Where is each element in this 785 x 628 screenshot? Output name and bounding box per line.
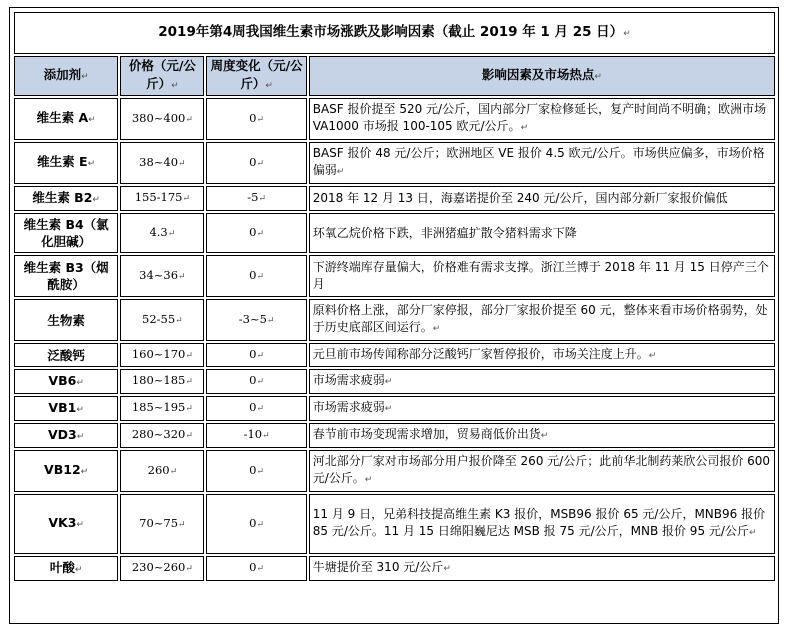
table-row: [14, 450, 775, 492]
additive-name: VB12↵: [14, 450, 118, 492]
price-value: 260↵: [120, 450, 204, 492]
change-value: -5↵: [206, 186, 306, 211]
additive-name: 维生素 A↵: [14, 98, 118, 140]
price-value: 160~170↵: [120, 343, 204, 367]
header-change: 周度变化（元/公斤）↵: [206, 56, 306, 96]
additive-name: VB1↵: [14, 396, 118, 421]
price-value: 280~320↵: [120, 423, 204, 448]
factor-text: BASF 报价 48 元/公斤；欧洲地区 VE 报价 4.5 欧元/公斤。市场供应偏多，市场价格偏弱↵: [309, 142, 775, 184]
table-row: [14, 369, 775, 394]
additive-name: VB6↵: [14, 369, 118, 394]
additive-name: 生物素: [14, 299, 118, 341]
factor-text: 牛塘提价至 310 元/公斤↵: [309, 556, 775, 581]
additive-name: 维生素 B3（烟酰胺）: [14, 255, 118, 297]
change-value: 0↵: [206, 556, 306, 581]
additive-name: 维生素 E↵: [14, 142, 118, 184]
change-value: 0↵: [206, 396, 306, 421]
factor-text: 原料价格上涨，部分厂家停报，部分厂家报价提至 60 元，整体来看市场价格弱势，处于历史底部区间运行。↵: [309, 299, 775, 341]
change-value: 0↵: [206, 255, 306, 297]
additive-name: 泛酸钙: [14, 343, 118, 367]
table-row: [14, 98, 775, 140]
price-value: 380~400↵: [120, 98, 204, 140]
change-value: 0↵: [206, 343, 306, 367]
additive-name: 叶酸↵: [14, 556, 118, 581]
change-value: 0↵: [206, 142, 306, 184]
change-value: 0↵: [206, 213, 306, 253]
header-additive: 添加剂↵: [14, 56, 118, 96]
additive-name: VK3↵: [14, 494, 118, 554]
factor-text: 环氧乙烷价格下跌，非洲猪瘟扩散令猪料需求下降: [309, 213, 775, 253]
factor-text: BASF 报价提至 520 元/公斤，国内部分厂家检修延长，复产时间尚不明确；欧洲市场 VA1000 市场报 100-105 欧元/公斤。↵: [309, 98, 775, 140]
table-row: [14, 343, 775, 367]
table-row: [14, 186, 775, 211]
additive-name: VD3↵: [14, 423, 118, 448]
factor-text: 河北部分厂家对市场部分用户报价降至 260 元/公斤；此前华北制药莱欣公司报价 600 元/公斤。↵: [309, 450, 775, 492]
table-row: [14, 213, 775, 253]
table-row: [14, 142, 775, 184]
additive-name: 维生素 B4（氯化胆碱）: [14, 213, 118, 253]
factor-text: 2018 年 12 月 13 日，海嘉诺提价至 240 元/公斤，国内部分新厂家报价偏低: [309, 186, 775, 211]
table-row: [14, 396, 775, 421]
price-value: 34~36↵: [120, 255, 204, 297]
header-row: [14, 56, 775, 96]
factor-text: 元旦前市场传闻称部分泛酸钙厂家暂停报价，市场关注度上升。↵: [309, 343, 775, 367]
price-value: 52-55↵: [120, 299, 204, 341]
header-factors: 影响因素及市场热点↵: [309, 56, 775, 96]
table-row: [14, 494, 775, 554]
table-row: [14, 423, 775, 448]
additive-name: 维生素 B2↵: [14, 186, 118, 211]
price-value: 70~75↵: [120, 494, 204, 554]
factor-text: 春节前市场变现需求增加，贸易商低价出货↵: [309, 423, 775, 448]
price-value: 155-175↵: [120, 186, 204, 211]
table-title: 2019年第4周我国维生素市场涨跌及影响因素（截止 2019 年 1 月 25 日）↵: [14, 12, 775, 54]
factor-text: 市场需求疲弱↵: [309, 396, 775, 421]
change-value: 0↵: [206, 98, 306, 140]
change-value: 0↵: [206, 369, 306, 394]
factor-text: 11 月 9 日，兄弟科技提高维生素 K3 报价，MSB96 报价 65 元/公斤，MNB96 报价 85 元/公斤。11 月 15 日绵阳巍尼达 MSB 报 75 元/公斤，MNB 报价 95 元/公斤↵: [309, 494, 775, 554]
change-value: 0↵: [206, 450, 306, 492]
vitamin-market-table: [12, 10, 777, 583]
factor-text: 下游终端库存量偏大，价格难有需求支撑。浙江兰博于 2018 年 11 月 15 日停产三个月: [309, 255, 775, 297]
change-value: 0↵: [206, 494, 306, 554]
price-value: 185~195↵: [120, 396, 204, 421]
factor-text: 市场需求疲弱↵: [309, 369, 775, 394]
table-row: [14, 299, 775, 341]
table-row: [14, 556, 775, 581]
price-value: 180~185↵: [120, 369, 204, 394]
table-row: [14, 255, 775, 297]
change-value: -10↵: [206, 423, 306, 448]
header-price: 价格（元/公斤）↵: [120, 56, 204, 96]
change-value: -3~5↵: [206, 299, 306, 341]
price-value: 230~260↵: [120, 556, 204, 581]
price-value: 38~40↵: [120, 142, 204, 184]
price-value: 4.3↵: [120, 213, 204, 253]
